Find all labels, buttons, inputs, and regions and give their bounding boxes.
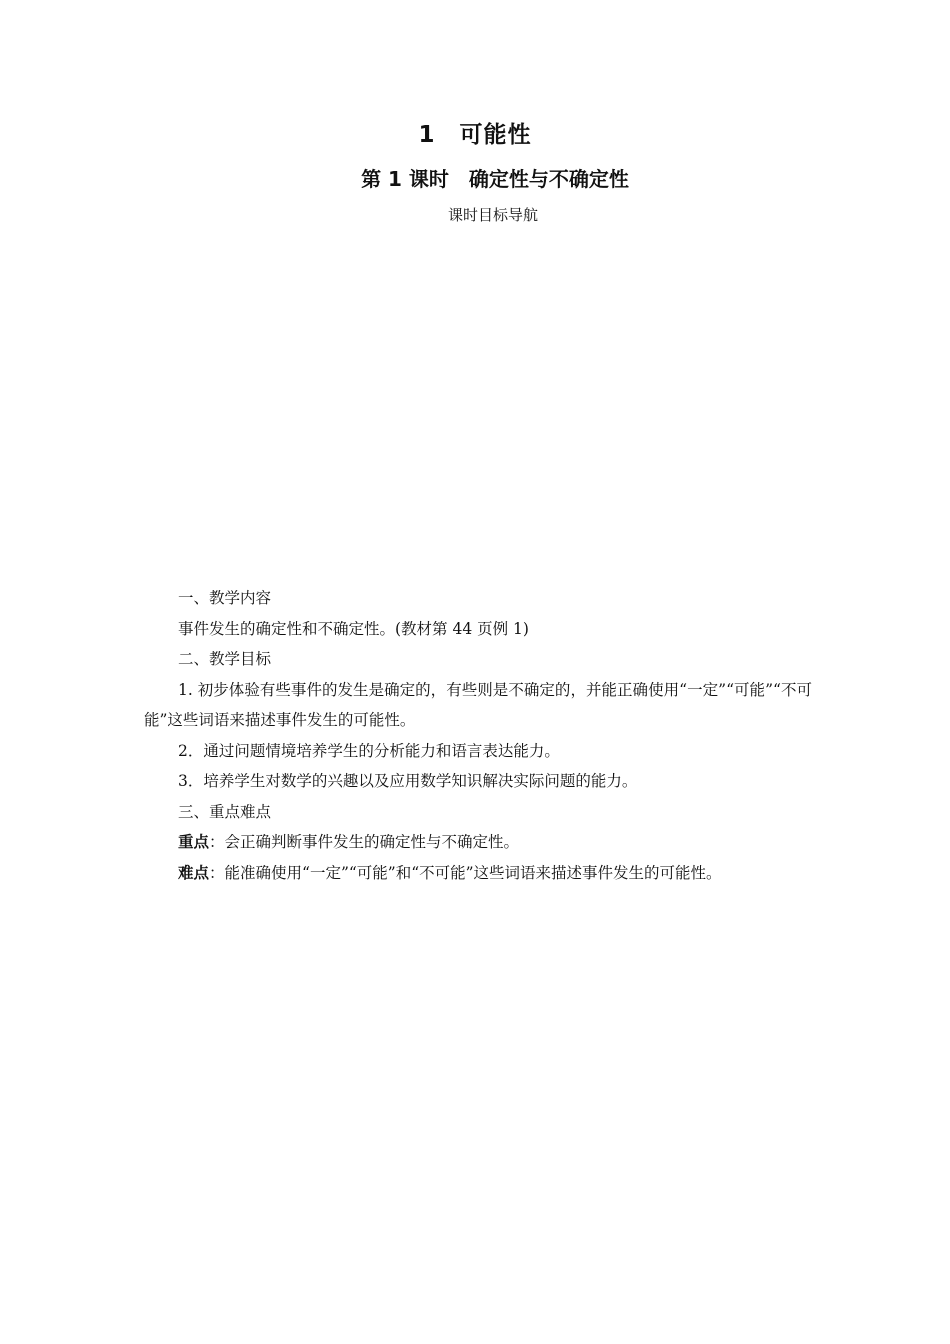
lesson-content xyxy=(144,583,812,888)
section-heading-content: 一、教学内容 xyxy=(178,589,272,607)
key-point-line xyxy=(144,827,812,858)
key-point-text: ：会正确判断事件发生的确定性与不确定性。 xyxy=(209,833,520,851)
difficult-point-label: 难点 xyxy=(178,863,210,882)
section-heading-key-points: 三、重点难点 xyxy=(178,802,272,821)
content-paragraph: 事件发生的确定性和不确定性。(教材第 44 页例 1) xyxy=(178,619,529,638)
page-title: 1 可能性 xyxy=(418,122,532,148)
goal-item-1: 1. 初步体验有些事件的发生是确定的，有些则是不确定的，并能正确使用“一定”“可能”“不可能”这些词语来描述事件发生的可能性。 xyxy=(144,680,812,729)
key-point-label: 重点 xyxy=(178,833,210,851)
goal-item-3: 3．培养学生对数学的兴趣以及应用数学知识解决实际问题的能力。 xyxy=(178,772,638,790)
difficult-point-line xyxy=(144,858,812,889)
goal-item-2: 2．通过问题情境培养学生的分析能力和语言表达能力。 xyxy=(178,741,560,760)
section-heading-goals: 二、教学目标 xyxy=(178,650,272,668)
section-nav-label: 课时目标导航 xyxy=(447,206,538,224)
lesson-subtitle: 第 1 课时 确定性与不确定性 xyxy=(361,167,629,191)
difficult-point-text: ：能准确使用“一定”“可能”和“不可能”这些词语来描述事件发生的可能性。 xyxy=(209,863,722,882)
